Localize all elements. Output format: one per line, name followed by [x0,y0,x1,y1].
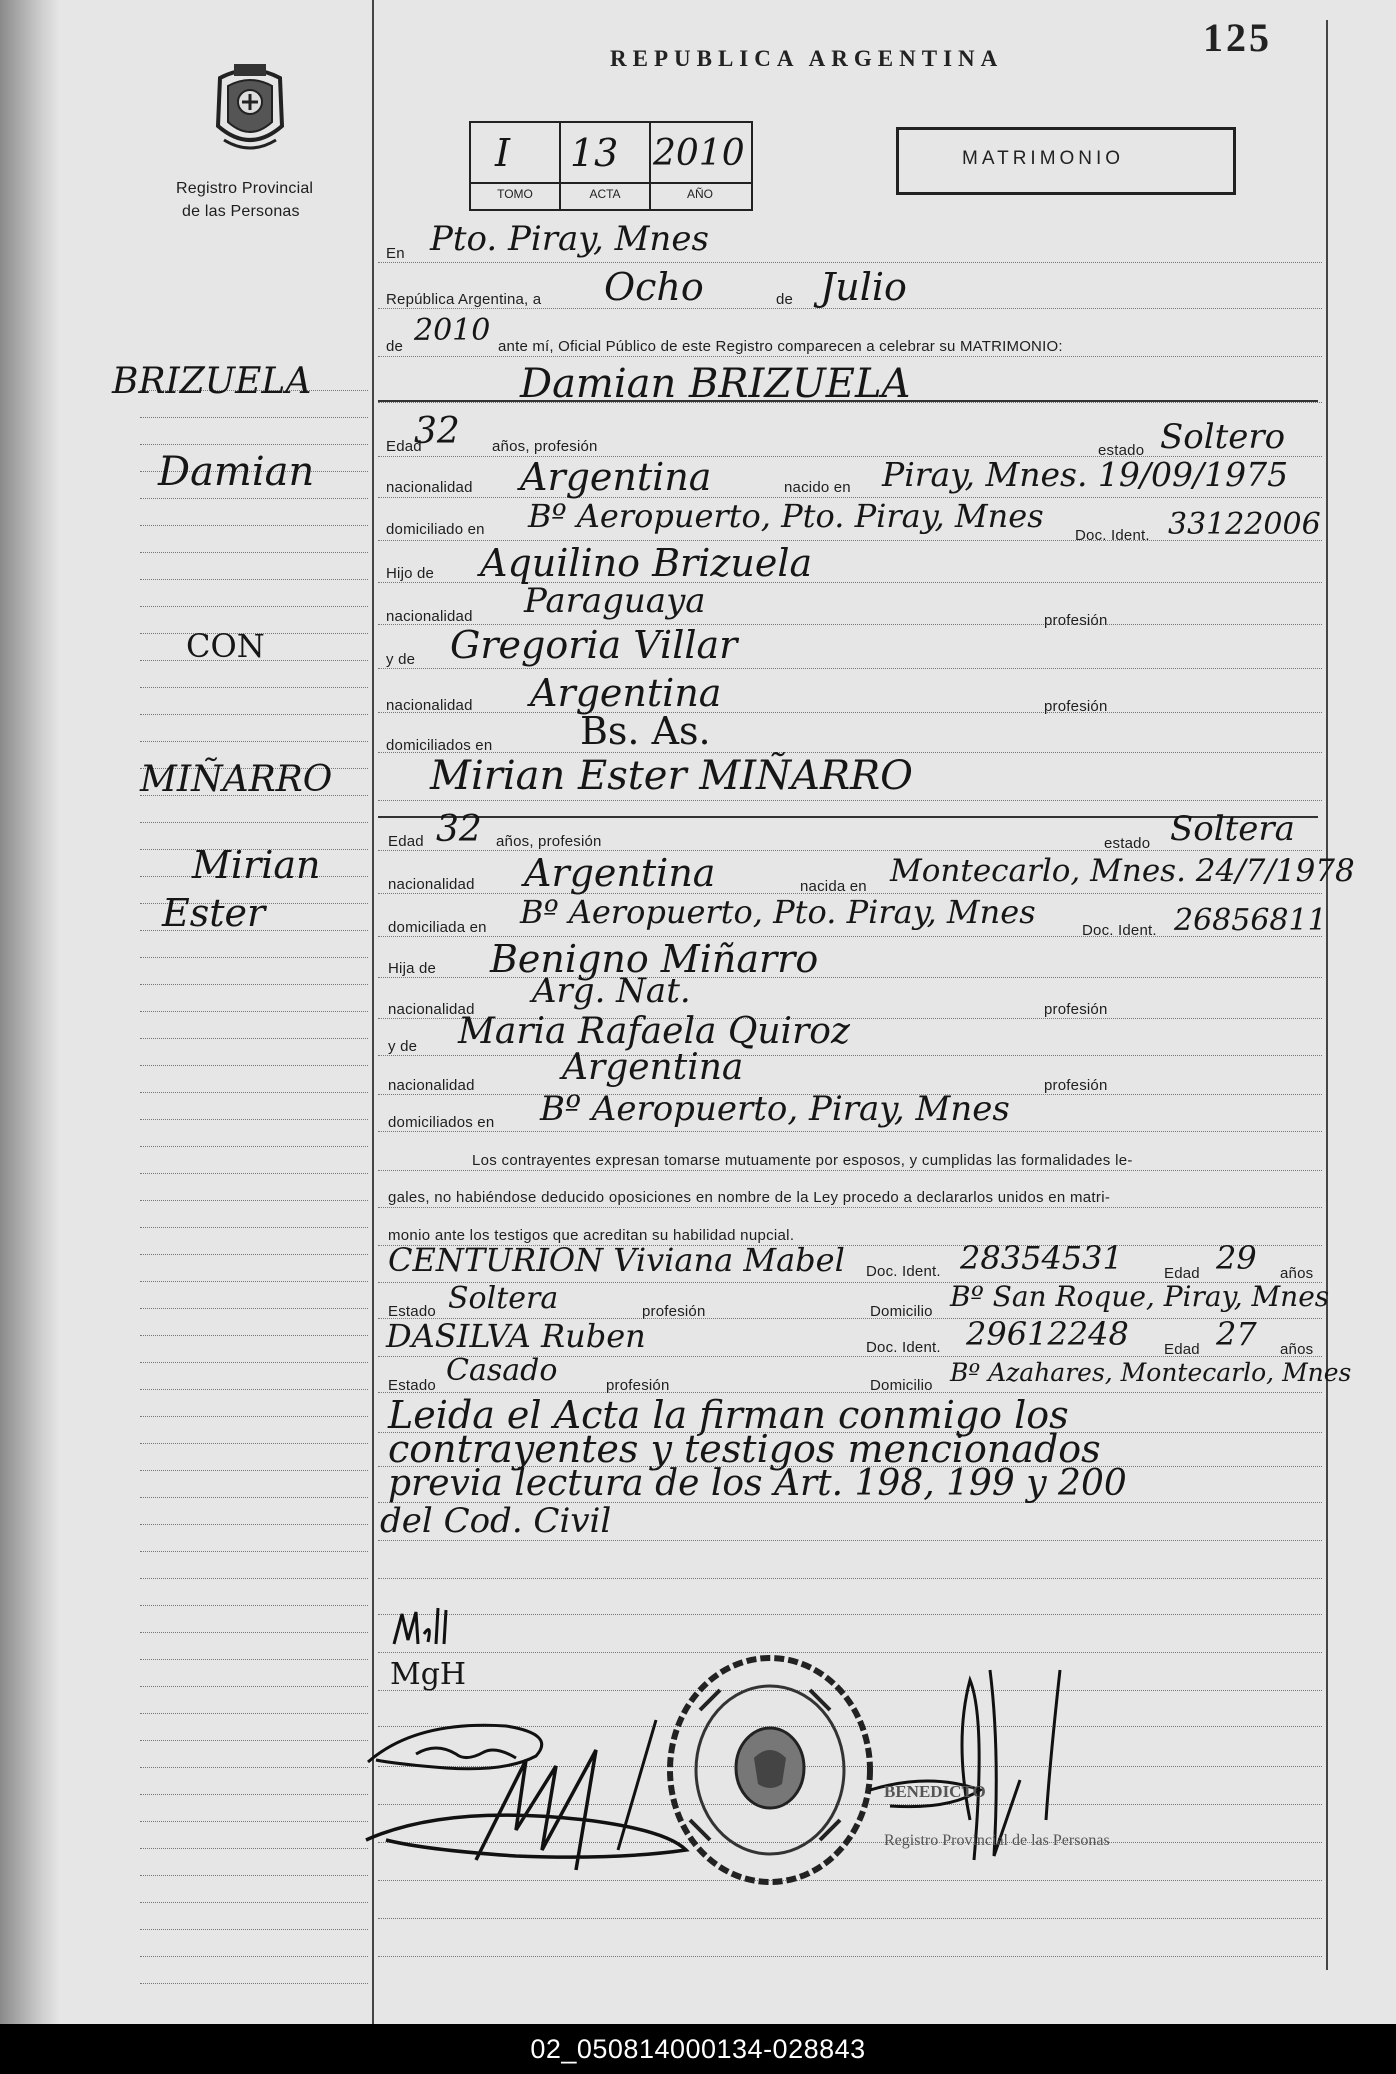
bride-padres-dom-label: domiciliados en [388,1114,495,1131]
witness2-name: DASILVA Ruben [386,1317,646,1355]
margin-rule-line [140,1335,368,1336]
margin-rule-line [140,1146,368,1147]
witness2-estado: Casado [446,1353,558,1388]
groom-madre-nac: Argentina [530,671,722,715]
record-type: MATRIMONIO [962,148,1125,169]
margin-rule-line [140,1929,368,1930]
bride-padre: Benigno Miñarro [490,937,819,981]
groom-padres-dom-label: domiciliados en [386,737,493,754]
witness1-estado: Soltera [448,1281,559,1316]
groom-padres-dom: Bs. As. [580,709,711,753]
witness2-profesion-label: profesión [606,1377,670,1394]
bride-edad: 32 [436,809,482,850]
margin-rule-line [140,1740,368,1741]
margin-rule-line [140,1956,368,1957]
witness2-edad: 27 [1216,1315,1257,1353]
margin-rule-line [140,1470,368,1471]
bride-nacida-label: nacida en [800,878,867,895]
bride-nacionalidad-label: nacionalidad [388,876,475,893]
form-rule-line [378,850,1322,851]
witness1-anios-label: años [1280,1265,1314,1282]
de-label: de [776,291,794,308]
margin-connector: CON [186,627,265,665]
witness2-doc: 29612248 [966,1315,1129,1353]
groom-domiciliado-label: domiciliado en [386,521,485,538]
bride-doc-label: Doc. Ident. [1082,922,1157,939]
groom-anios-profesion-label: años, profesión [492,438,598,455]
witness1-doc: 28354531 [960,1239,1123,1277]
place-value: Pto. Piray, Mnes [430,219,709,259]
margin-rule-line [140,687,368,688]
page-binding [0,0,60,2024]
groom-nacionalidad: Argentina [520,455,712,499]
registry-name-line2: de las Personas [182,203,300,220]
margin-rule-line [140,1389,368,1390]
form-rule-line [378,1614,1322,1615]
form-rule-line [378,262,1322,263]
margin-rule-line [140,579,368,580]
country-title: REPUBLICA ARGENTINA [610,46,1004,71]
anio-label: AÑO [686,187,713,201]
witness1-name: CENTURION Viviana Mabel [388,1241,845,1279]
month-value: Julio [820,265,907,309]
witness1-edad: 29 [1216,1239,1257,1277]
margin-rule-line [140,984,368,985]
bride-edad-label: Edad [388,833,424,850]
margin-rule-line [140,1362,368,1363]
bride-yde-label: y de [388,1038,418,1055]
margin-rule-line [140,444,368,445]
margin-rule-line [140,1038,368,1039]
margin-rule-line [140,822,368,823]
groom-domicilio: Bº Aeropuerto, Pto. Piray, Mnes [528,497,1044,535]
witness2-estado-label: Estado [388,1377,436,1394]
groom-nacido: Piray, Mnes. 19/09/1975 [882,455,1289,494]
margin-groom-surname: BRIZUELA [112,361,312,402]
form-rule-line [378,668,1322,669]
margin-rule-line [140,552,368,553]
margin-rule-line [140,1254,368,1255]
margin-rule-line [140,1605,368,1606]
margin-rule-line [140,1659,368,1660]
bride-estado: Soltera [1170,809,1295,849]
declaration-line-3: monio ante los testigos que acreditan su habilidad nupcial. [388,1227,795,1244]
closing-line-4: del Cod. Civil [380,1501,612,1541]
witness1-domicilio: Bº San Roque, Piray, Mnes [950,1280,1330,1313]
form-rule-line [378,356,1322,357]
bride-name: Mirian Ester MIÑARRO [430,753,913,799]
bride-nacida: Montecarlo, Mnes. 24/7/1978 [890,853,1355,889]
witness1-profesion-label: profesión [642,1303,706,1320]
form-rule-line [378,800,1322,801]
groom-edad-label: Edad [386,438,422,455]
margin-rule-line [140,606,368,607]
declaration-line-2: gales, no habiéndose deducido oposiciones en nombre de la Ley procedo a declararlos unidos en matri- [388,1189,1111,1206]
ante-label: ante mí, Oficial Público de este Registro comparecen a celebrar su MATRIMONIO: [498,338,1063,355]
acta-value: 13 [570,131,619,175]
margin-rule-line [140,1686,368,1687]
acta-label: ACTA [589,187,621,201]
tomo-label: TOMO [497,187,533,201]
margin-bride-name-second: Ester [162,891,266,935]
bride-madre: Maria Rafaela Quiroz [458,1011,850,1052]
witness2-edad-label: Edad [1164,1341,1200,1358]
margin-rule-line [140,1308,368,1309]
bride-padre-profesion-label: profesión [1044,1001,1108,1018]
groom-madre: Gregoria Villar [450,623,738,667]
closing-line-3: previa lectura de los Art. 198, 199 y 200 [388,1463,1127,1504]
margin-rule-line [140,1200,368,1201]
de2-label: de [386,338,404,355]
margin-rule-line [140,1119,368,1120]
margin-rule-line [140,1173,368,1174]
bride-padres-dom: Bº Aeropuerto, Piray, Mnes [540,1089,1010,1129]
groom-padre: Aquilino Brizuela [480,541,813,585]
bride-hija-label: Hija de [388,960,437,977]
margin-rule-line [140,1632,368,1633]
margin-rule-line [140,498,368,499]
declaration-line-1: Los contrayentes expresan tomarse mutuamente por esposos, y cumplidas las formalidades le- [472,1152,1133,1169]
form-rule-line [378,1956,1322,1957]
groom-yde-label: y de [386,651,416,668]
witness2-domicilio-label: Domicilio [870,1377,933,1394]
initials: MgH [390,1657,467,1692]
margin-rule-line [140,741,368,742]
year-value: 2010 [414,313,491,348]
bride-madre-nac-label: nacionalidad [388,1077,475,1094]
form-rule-line [378,1918,1322,1919]
margin-rule-line [140,1551,368,1552]
form-rule-line [378,1578,1322,1579]
official-seal [660,1650,880,1890]
form-rule-line [378,1207,1322,1208]
witness1-doc-label: Doc. Ident. [866,1263,941,1280]
margin-rule-line [140,1416,368,1417]
witness2-doc-label: Doc. Ident. [866,1339,941,1356]
margin-rule-line [140,1578,368,1579]
closing-line-1: Leida el Acta la firman conmigo los [388,1393,1069,1437]
groom-name: Damian BRIZUELA [520,361,911,407]
witness1-domicilio-label: Domicilio [870,1303,933,1320]
margin-rule-line [140,714,368,715]
box-divider [469,182,751,184]
bride-madre-profesion-label: profesión [1044,1077,1108,1094]
groom-padre-nac-label: nacionalidad [386,608,473,625]
closing-line-2: contrayentes y testigos mencionados [388,1427,1101,1471]
form-rule-line [378,1170,1322,1171]
witness2-anios-label: años [1280,1341,1314,1358]
margin-bride-name-first: Mirian [192,843,321,887]
margin-rule-line [140,1497,368,1498]
margin-rule-line [140,1821,368,1822]
groom-madre-profesion-label: profesión [1044,698,1108,715]
groom-doc: 33122006 [1168,507,1321,542]
margin-rule-line [140,1902,368,1903]
groom-edad: 32 [414,411,460,452]
margin-rule-line [140,1983,368,1984]
tomo-value: I [495,131,511,175]
margin-rule-line [140,1443,368,1444]
file-id-footer: 02_050814000134-028843 [0,2024,1396,2074]
bride-nacionalidad: Argentina [524,851,716,895]
bride-domiciliada-label: domiciliada en [388,919,487,936]
anio-value: 2010 [653,133,745,174]
margin-rule-line [140,1227,368,1228]
form-rule-line [378,1131,1322,1132]
bride-padre-nac-label: nacionalidad [388,1001,475,1018]
groom-hijo-label: Hijo de [386,565,435,582]
groom-estado: Soltero [1160,417,1286,457]
form-rule-line [378,712,1322,713]
margin-rule-line [140,1281,368,1282]
en-label: En [386,245,405,262]
margin-rule-line [140,1794,368,1795]
margin-rule-line [140,1092,368,1093]
groom-nacido-label: nacido en [784,479,851,496]
groom-padre-nac: Paraguaya [524,581,706,621]
margin-rule-line [140,417,368,418]
stamp-line-2: Registro Provincial de las Personas [884,1832,1110,1849]
day-value: Ocho [604,265,704,309]
groom-padre-profesion-label: profesión [1044,612,1108,629]
bride-padre-nac: Arg. Nat. [532,971,691,1011]
republica-label: República Argentina, a [386,291,542,308]
bride-doc: 26856811 [1174,903,1327,938]
margin-bride-surname: MIÑARRO [140,759,333,800]
witness1-edad-label: Edad [1164,1265,1200,1282]
margin-rule-line [140,1524,368,1525]
bride-anios-profesion-label: años, profesión [496,833,602,850]
witness2-domicilio: Bº Azahares, Montecarlo, Mnes [950,1358,1352,1387]
margin-rule-line [140,525,368,526]
groom-doc-label: Doc. Ident. [1075,527,1150,544]
margin-rule-line [140,1767,368,1768]
margin-rule-line [140,1875,368,1876]
margin-rule-line [140,1065,368,1066]
form-rule-line [378,1055,1322,1056]
page-number: 125 [1203,15,1272,60]
groom-nacionalidad-label: nacionalidad [386,479,473,496]
groom-estado-label: estado [1098,442,1145,459]
right-border [1326,20,1328,1970]
bride-madre-nac: Argentina [562,1047,744,1088]
bride-domicilio: Bº Aeropuerto, Pto. Piray, Mnes [520,893,1036,931]
bride-estado-label: estado [1104,835,1151,852]
witness1-estado-label: Estado [388,1303,436,1320]
margin-groom-name: Damian [158,449,315,495]
stamp-line-1: BENEDICTO [884,1782,986,1801]
margin-rule-line [140,1848,368,1849]
groom-madre-nac-label: nacionalidad [386,697,473,714]
signature-mark-small [388,1604,468,1654]
registry-name-line1: Registro Provincial [176,180,314,197]
margin-rule-line [140,957,368,958]
margin-rule-line [140,1011,368,1012]
coat-of-arms-icon [200,56,300,166]
margin-rule-line [140,1713,368,1714]
